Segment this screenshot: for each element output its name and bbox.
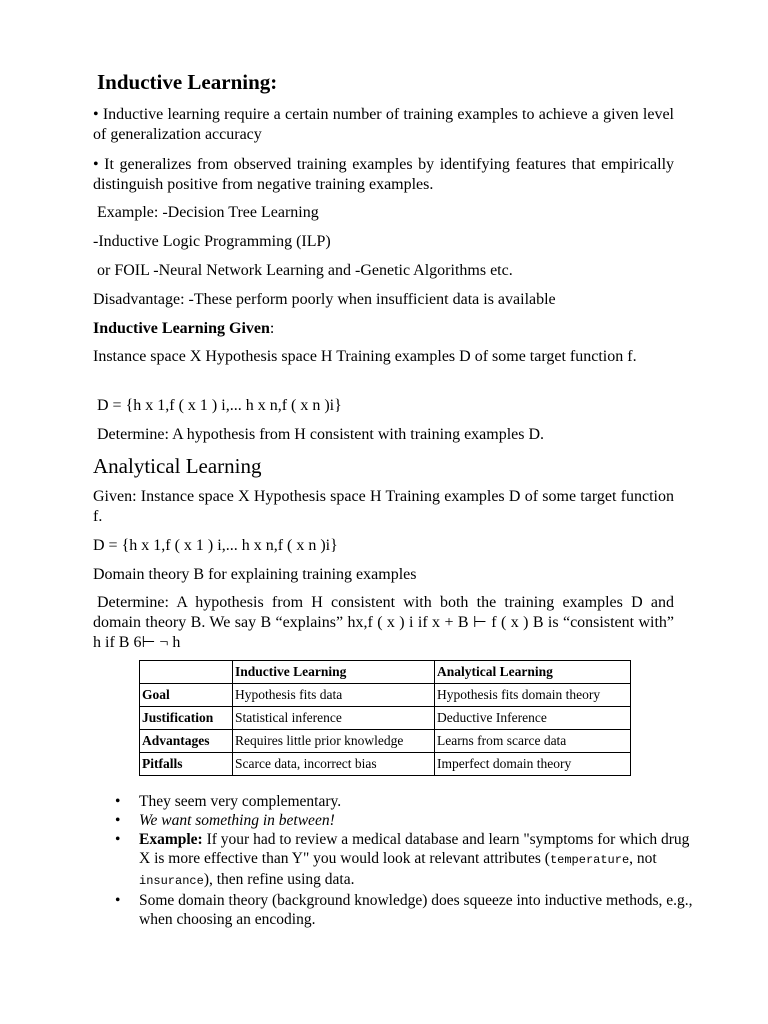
inductive-d-formula: D = {h x 1,f ( x 1 ) i,... h x n,f ( x n )i} [97,397,342,414]
inductive-given-heading [93,319,274,339]
analytical-given-text: Given: Instance space X Hypothesis space H Training examples D of some target function f. [93,488,674,525]
analytical-learning-title: Analytical Learning [93,454,262,478]
list-item-text: We want something in between! [139,812,335,829]
foil-line: or FOIL -Neural Network Learning and -Genetic Algorithms etc. [97,262,513,279]
table-cell: Scarce data, incorrect bias [233,753,435,776]
table-cell: Learns from scarce data [435,730,631,753]
example-line: Example: -Decision Tree Learning [97,204,319,221]
list-item [93,792,693,811]
table-row-label: Advantages [140,730,233,753]
list-item-text: ), then refine using data. [203,871,355,888]
inductive-learning-title: Inductive Learning: [97,70,278,94]
inductive-bullet-2-text: It generalizes from observed training examples by identifying features that empirically distinguish positive from negative training examples. [93,156,675,193]
bullet-glyph: • [93,156,99,173]
bullet-glyph: • [115,892,121,909]
inductive-bullet-1 [93,105,674,145]
table-header-row [140,661,631,684]
table-cell: Hypothesis fits domain theory [435,684,631,707]
code-temperature: temperature [549,853,630,867]
table-header-cell [140,661,233,684]
table-row-label: Goal [140,684,233,707]
disadvantage-line: Disadvantage: -These perform poorly when insufficient data is available [93,291,556,308]
bullet-glyph: • [115,793,121,810]
inductive-bullet-1-text: Inductive learning require a certain number of training examples to achieve a given level of generalization accuracy [93,106,675,143]
summary-bullet-list [93,792,693,929]
inductive-given-label: Inductive Learning Given [93,320,270,337]
list-item [93,830,693,891]
code-insurance: insurance [139,874,204,888]
list-item-text: Some domain theory (background knowledge) does squeeze into inductive methods, e.g., when choosing an encoding. [139,892,693,928]
ilp-line: -Inductive Logic Programming (ILP) [93,233,331,250]
table-row-label: Justification [140,707,233,730]
table-row [140,684,631,707]
list-item [93,811,693,830]
analytical-d-formula: D = {h x 1,f ( x 1 ) i,... h x n,f ( x n )i} [93,537,338,554]
list-item-text: If your had to review a medical database and learn "symptoms for which drug X is more effective than Y" you would look at relevant attributes ( [139,831,690,867]
example-label: Example: [139,831,203,848]
comparison-table [139,660,631,776]
bullet-glyph: • [115,812,121,829]
bullet-glyph: • [115,831,121,848]
table-row-label: Pitfalls [140,753,233,776]
table-row [140,730,631,753]
domain-theory-line: Domain theory B for explaining training examples [93,566,417,583]
inductive-determine: Determine: A hypothesis from H consistent with training examples D. [97,426,545,443]
table-cell: Deductive Inference [435,707,631,730]
list-item [93,891,693,929]
analytical-determine: Determine: A hypothesis from H consistent with both the training examples D and domain theory B. We say B “explains” hx,f ( x ) i if x + B ⊢ f ( x ) B is “consistent with” h if B 6⊢ ¬ h [93,594,674,651]
bullet-glyph: • [93,106,99,123]
table-cell: Imperfect domain theory [435,753,631,776]
table-row [140,753,631,776]
list-item-text: They seem very complementary. [139,793,342,810]
inductive-given-text: Instance space X Hypothesis space H Training examples D of some target function f. [93,348,637,365]
table-header-cell: Analytical Learning [435,661,631,684]
inductive-given-colon: : [269,320,275,337]
table-cell: Hypothesis fits data [233,684,435,707]
table-cell: Statistical inference [233,707,435,730]
table-cell: Requires little prior knowledge [233,730,435,753]
inductive-bullet-2 [93,155,674,195]
table-header-cell: Inductive Learning [233,661,435,684]
list-item-text: , not [629,850,657,867]
table-row [140,707,631,730]
